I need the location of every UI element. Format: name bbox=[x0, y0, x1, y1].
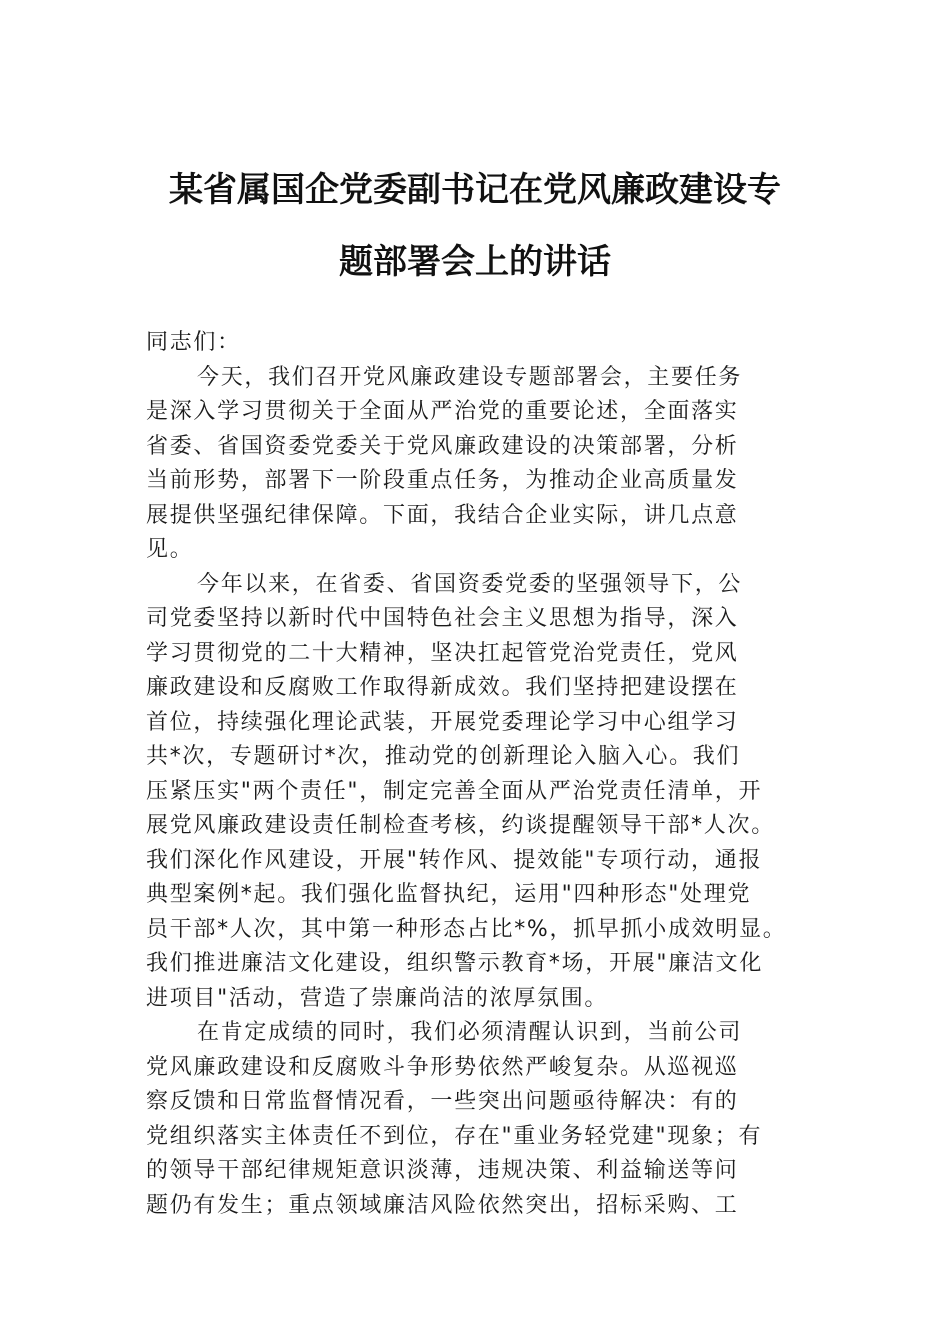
body-text-line: 的领导干部纪律规矩意识淡薄，违规决策、利益输送等问 bbox=[146, 1158, 739, 1183]
document-body bbox=[146, 326, 806, 1223]
body-text-line: 典型案例*起。我们强化监督执纪，运用"四种形态"处理党 bbox=[146, 882, 752, 907]
document-title-line-2: 题部署会上的讲话 bbox=[339, 242, 611, 282]
body-text-line: 进项目"活动，营造了崇廉尚洁的浓厚氛围。 bbox=[146, 985, 609, 1011]
body-text-line: 展提供坚强纪律保障。下面，我结合企业实际，讲几点意 bbox=[146, 502, 739, 528]
body-text-line: 员干部*人次，其中第一种形态占比*%，抓早抓小成效明显。 bbox=[146, 916, 787, 942]
body-text-line: 今年以来，在省委、省国资委党委的坚强领导下，公 bbox=[197, 571, 743, 597]
body-text-line: 共*次，专题研讨*次，推动党的创新理论入脑入心。我们 bbox=[146, 744, 741, 769]
body-text-line: 展党风廉政建设责任制检查考核，约谈提醒领导干部*人次。 bbox=[146, 813, 775, 838]
body-text-line: 省委、省国资委党委关于党风廉政建设的决策部署，分析 bbox=[146, 433, 739, 459]
body-text-line: 在肯定成绩的同时，我们必须清醒认识到，当前公司 bbox=[197, 1020, 743, 1045]
body-text-line: 我们深化作风建设，开展"转作风、提效能"专项行动，通报 bbox=[146, 847, 763, 873]
body-text-line: 见。 bbox=[146, 537, 194, 562]
body-text-line: 廉政建设和反腐败工作取得新成效。我们坚持把建设摆在 bbox=[146, 675, 739, 700]
body-text-line: 察反馈和日常监督情况看，一些突出问题亟待解决：有的 bbox=[146, 1089, 739, 1114]
body-text-line: 同志们： bbox=[146, 330, 241, 355]
body-text-line: 当前形势，部署下一阶段重点任务，为推动企业高质量发 bbox=[146, 468, 739, 493]
document-title-line-1: 某省属国企党委副书记在党风廉政建设专 bbox=[169, 170, 781, 210]
body-text-line: 首位，持续强化理论武装，开展党委理论学习中心组学习 bbox=[146, 709, 739, 735]
body-text-line: 今天，我们召开党风廉政建设专题部署会，主要任务 bbox=[197, 364, 743, 390]
body-text-line: 题仍有发生；重点领域廉洁风险依然突出，招标采购、工 bbox=[146, 1192, 739, 1218]
body-text-line: 我们推进廉洁文化建设，组织警示教育*场，开展"廉洁文化 bbox=[146, 951, 764, 976]
body-text-line: 党组织落实主体责任不到位，存在"重业务轻党建"现象；有 bbox=[146, 1123, 763, 1149]
body-text-line: 是深入学习贯彻关于全面从严治党的重要论述，全面落实 bbox=[146, 399, 739, 424]
body-text-line: 司党委坚持以新时代中国特色社会主义思想为指导，深入 bbox=[146, 606, 739, 631]
body-text-line: 党风廉政建设和反腐败斗争形势依然严峻复杂。从巡视巡 bbox=[146, 1054, 739, 1080]
body-text-line: 学习贯彻党的二十大精神，坚决扛起管党治党责任，党风 bbox=[146, 640, 739, 666]
body-text-line: 压紧压实"两个责任"，制定完善全面从严治党责任清单，开 bbox=[146, 778, 763, 804]
